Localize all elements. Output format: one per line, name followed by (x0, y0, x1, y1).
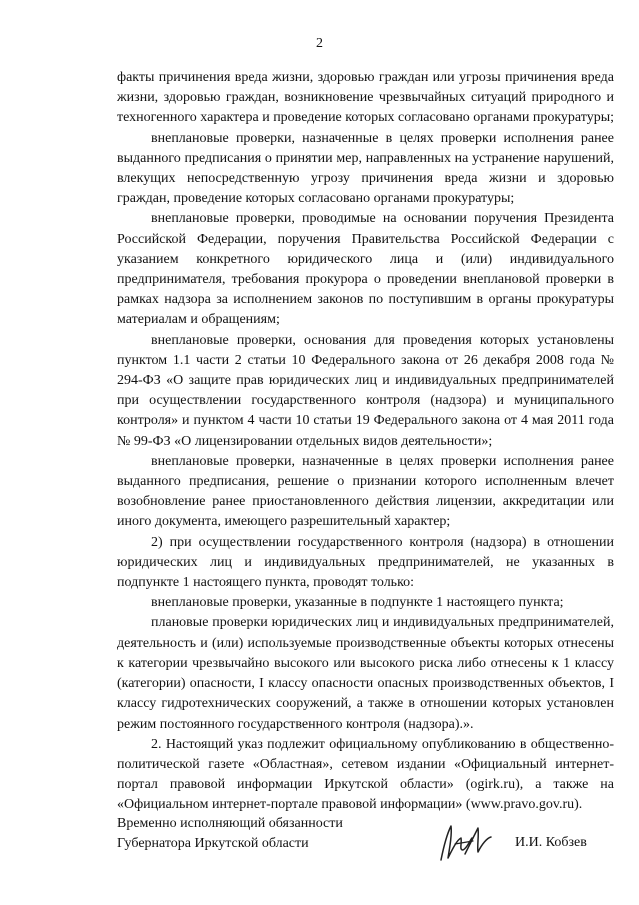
paragraph: внеплановые проверки, основания для проведения которых установлены пунктом 1.1 части 2 статьи 10 Федерального закона от 26 декабря 2008 года № 294-ФЗ «О защите прав юридических лиц и индивидуальных предпринимателей при осуществлении государственного контроля (надзора) и муниципального контроля» и пунктом 4 части 10 статьи 19 Федерального закона от 4 мая 2011 года № 99-ФЗ «О лицензировании отдельных видов деятельности»; (117, 332, 614, 449)
signer-name: И.И. Кобзев (515, 835, 587, 850)
signature-block (117, 814, 614, 874)
paragraph: внеплановые проверки, указанные в подпункте 1 настоящего пункта; (151, 595, 564, 611)
paragraph: внеплановые проверки, назначенные в целях проверки исполнения ранее выданного предписания, решение о признании которого исполненным влечет возобновление ранее приостановленного действия лицензии, аккредитации или иного документа, имеющего разрешительный характер; (117, 453, 614, 530)
signer-title-line: Временно исполняющий обязанности (117, 816, 343, 831)
handwritten-signature-icon (435, 820, 505, 866)
paragraph: факты причинения вреда жизни, здоровью граждан или угрозы причинения вреда жизни, здоровью граждан, возникновение чрезвычайных ситуаций природного и техногенного характера и проведение которых согласовано органами прокуратуры; (117, 70, 614, 126)
paragraph: 2) при осуществлении государственного контроля (надзора) в отношении юридических лиц и индивидуальных предпринимателей, не указанных в подпункте 1 настоящего пункта, проводят только: (117, 534, 614, 591)
paragraph: плановые проверки юридических лиц и индивидуальных предпринимателей, деятельность и (или) используемые производственные объекты которых отнесены к категории чрезвычайно высокого или высокого риска либо отнесены к 1 классу (категории) опасности, I классу опасности опасных производственных объектов, I классу гидротехнических сооружений, а также в отношении которых установлен режим постоянного государственного контроля (надзора).». (117, 615, 614, 732)
signer-title (117, 814, 343, 854)
signer-title-line: Губернатора Иркутской области (117, 836, 309, 852)
page-number: 2 (316, 36, 323, 51)
document-body (117, 68, 614, 816)
paragraph: 2. Настоящий указ подлежит официальному опубликованию в общественно-политической газете «Областная», сетевом издании «Официальный интернет-портал правовой информации Иркутской области» (ogirk.ru), а также на «Официальном интернет-портале правовой информации» (www.pravo.gov.ru). (117, 736, 614, 813)
paragraph: внеплановые проверки, проводимые на основании поручения Президента Российской Федерации, поручения Правительства Российской Федерации с указанием конкретного юридического лица и (или) индивидуального предпринимателя, требования прокурора о проведении внеплановой проверки в рамках надзора за исполнением законов по поступившим в органы прокуратуры материалам и обращениям; (117, 211, 614, 328)
paragraph: внеплановые проверки, назначенные в целях проверки исполнения ранее выданного предписания о принятии мер, направленных на устранение нарушений, влекущих непосредственную угрозу причинения вреда жизни и здоровью граждан, проведение которых согласовано органами прокуратуры; (117, 130, 614, 207)
